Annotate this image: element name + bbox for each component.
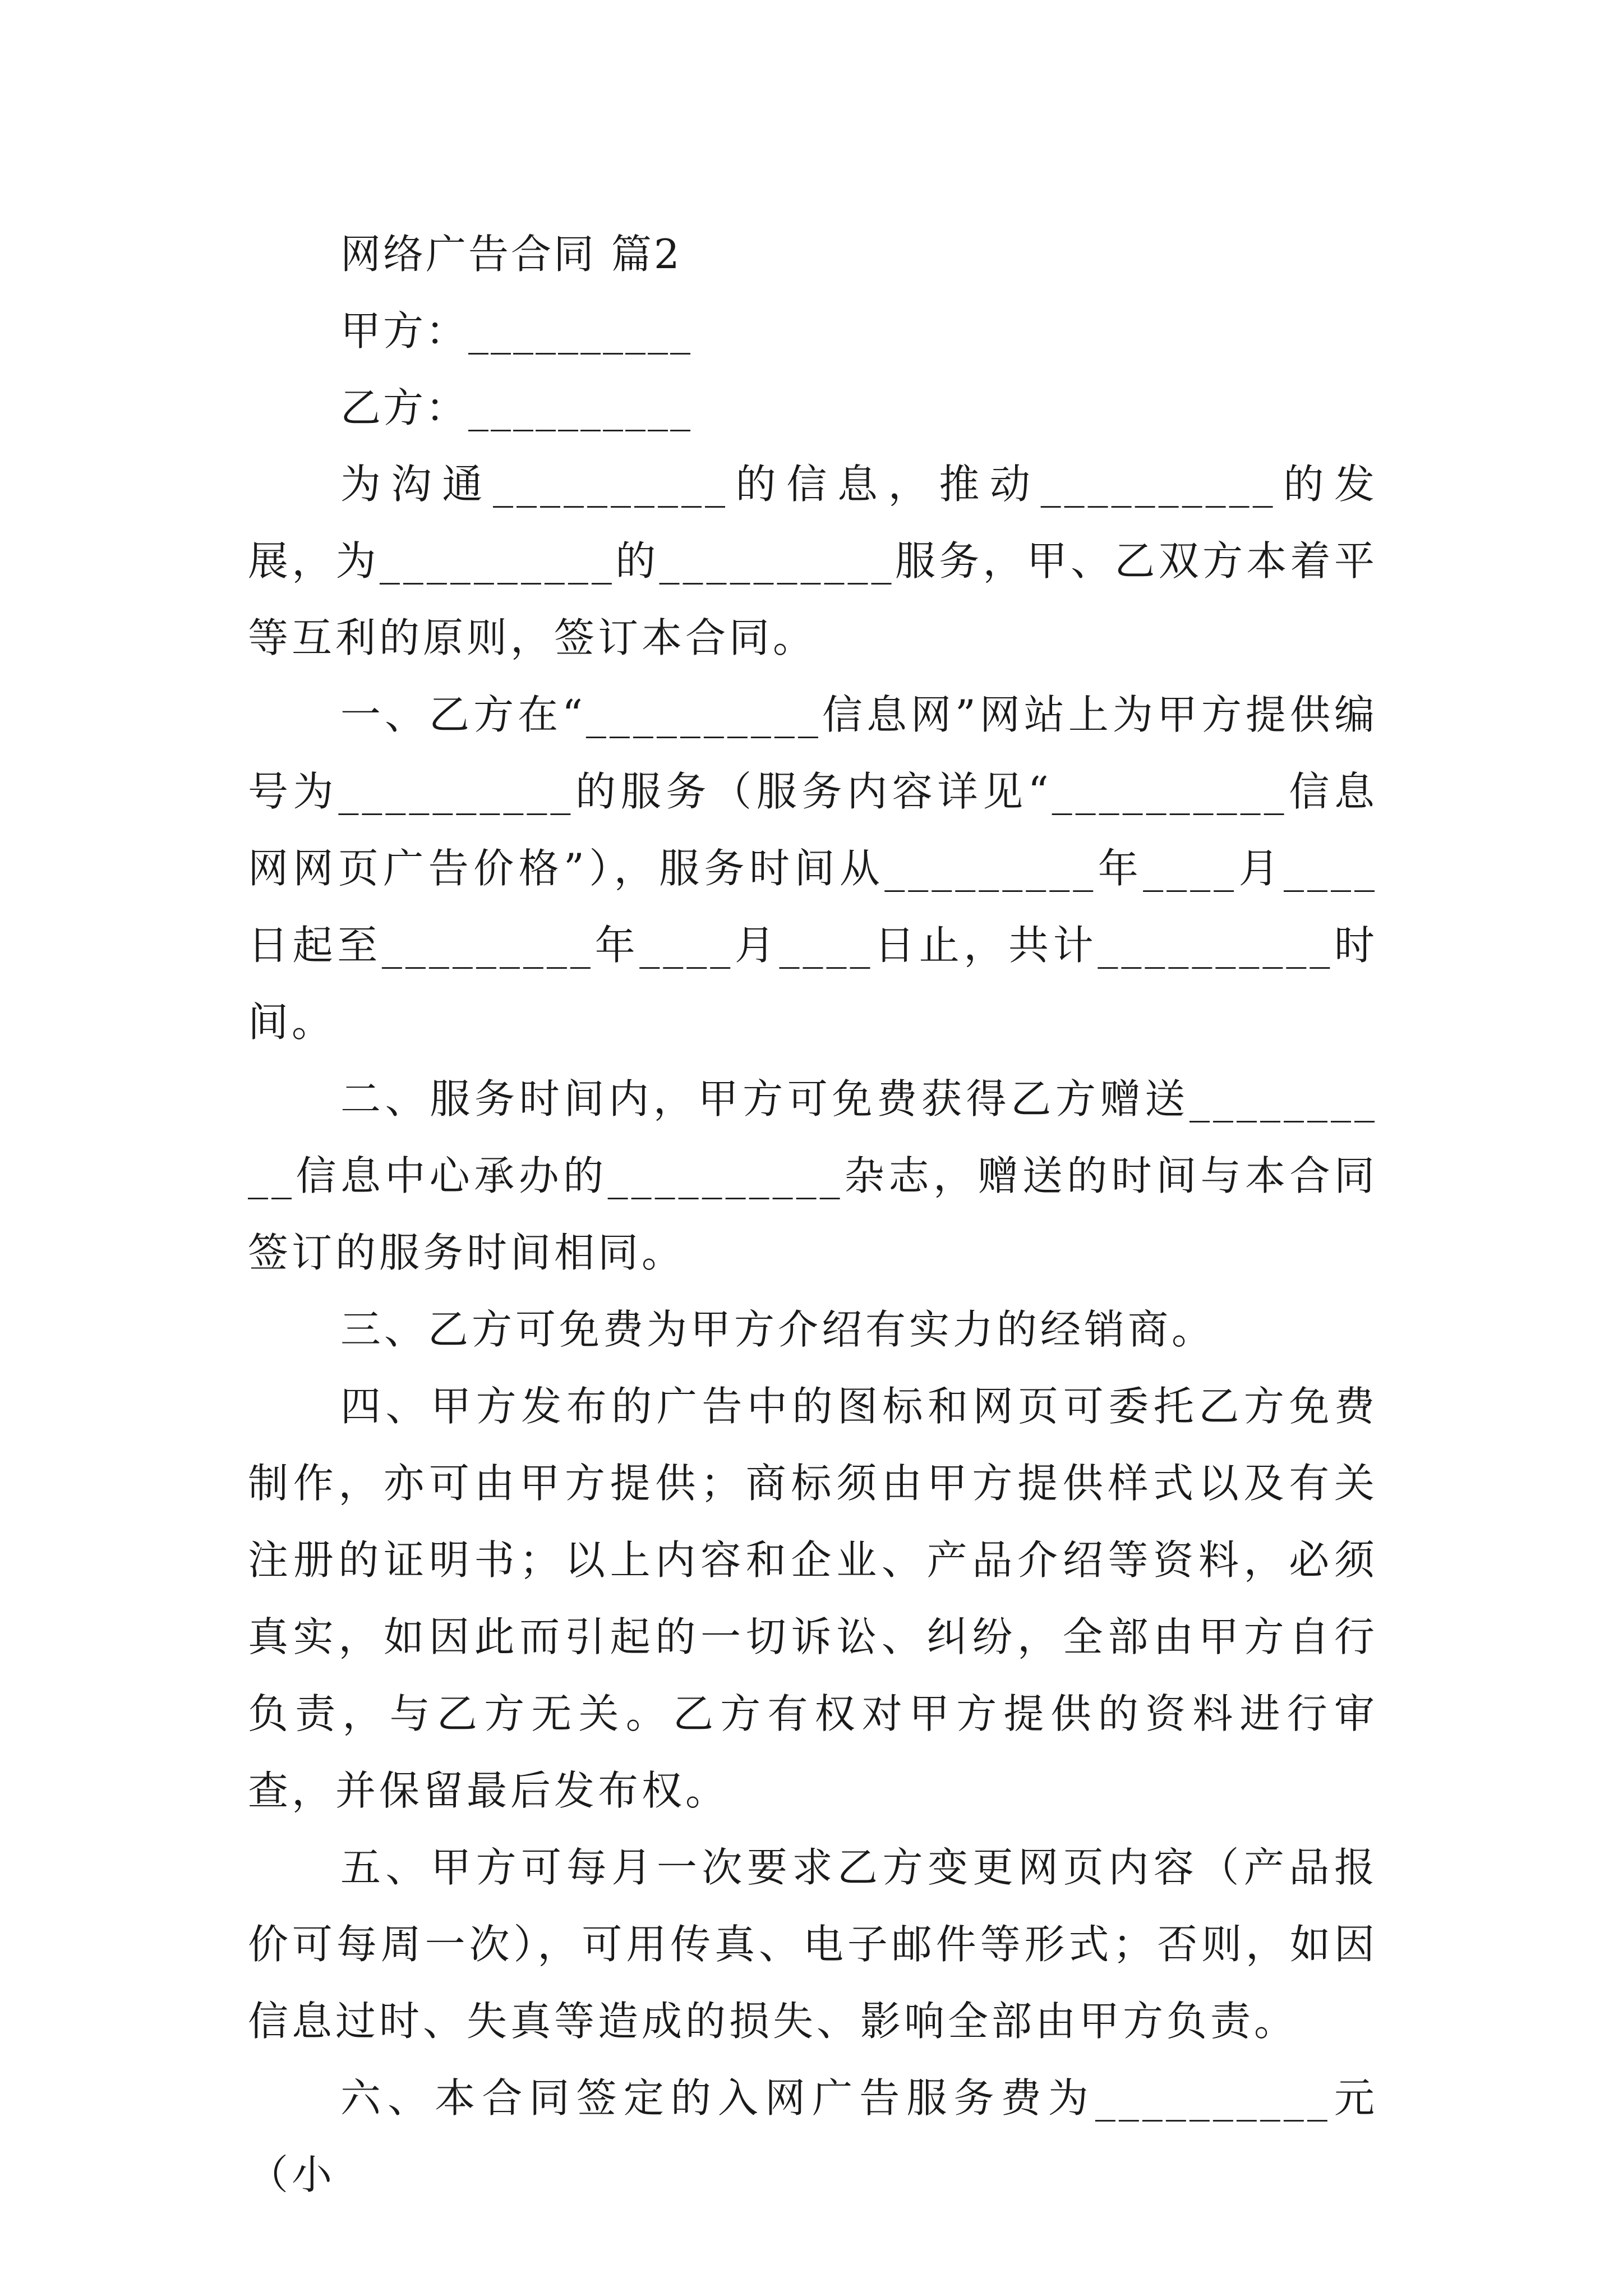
document-body bbox=[248, 216, 1378, 2214]
paragraph-preamble: 为沟通__________的信息，推动__________的发展，为__________的__________服务，甲、乙双方本着平等互利的原则，签订本合同。 bbox=[248, 461, 1378, 662]
paragraph-clause-6: 六、本合同签定的入网广告服务费为__________元（小 bbox=[248, 2074, 1378, 2199]
paragraph-clause-2: 二、服务时间内，甲方可免费获得乙方赠送__________信息中心承办的__________杂志，赠送的时间与本合同签订的服务时间相同。 bbox=[248, 1075, 1378, 1277]
party-b-line: 乙方：__________ bbox=[340, 384, 693, 431]
party-a-line: 甲方：__________ bbox=[340, 307, 693, 355]
paragraph-clause-4: 四、甲方发布的广告中的图标和网页可委托乙方免费制作，亦可由甲方提供；商标须由甲方提供样式以及有关注册的证明书；以上内容和企业、产品介绍等资料，必须真实，如因此而引起的一切诉讼、纠纷，全部由甲方自行负责，与乙方无关。乙方有权对甲方提供的资料进行审查，并保留最后发布权。 bbox=[248, 1383, 1378, 1815]
paragraph-clause-1: 一、乙方在“__________信息网”网站上为甲方提供编号为__________的服务（服务内容详见“__________信息网网页广告价格”），服务时间从_________年____月____日起至_________年____月____日止，共计__________时间。 bbox=[248, 691, 1378, 1046]
paragraph-clause-3: 三、乙方可免费为甲方介绍有实力的经销商。 bbox=[340, 1306, 1216, 1354]
document-title: 网络广告合同 篇2 bbox=[340, 231, 682, 278]
paragraph-clause-5: 五、甲方可每月一次要求乙方变更网页内容（产品报价可每周一次），可用传真、电子邮件等形式；否则，如因信息过时、失真等造成的损失、影响全部由甲方负责。 bbox=[248, 1844, 1378, 2045]
